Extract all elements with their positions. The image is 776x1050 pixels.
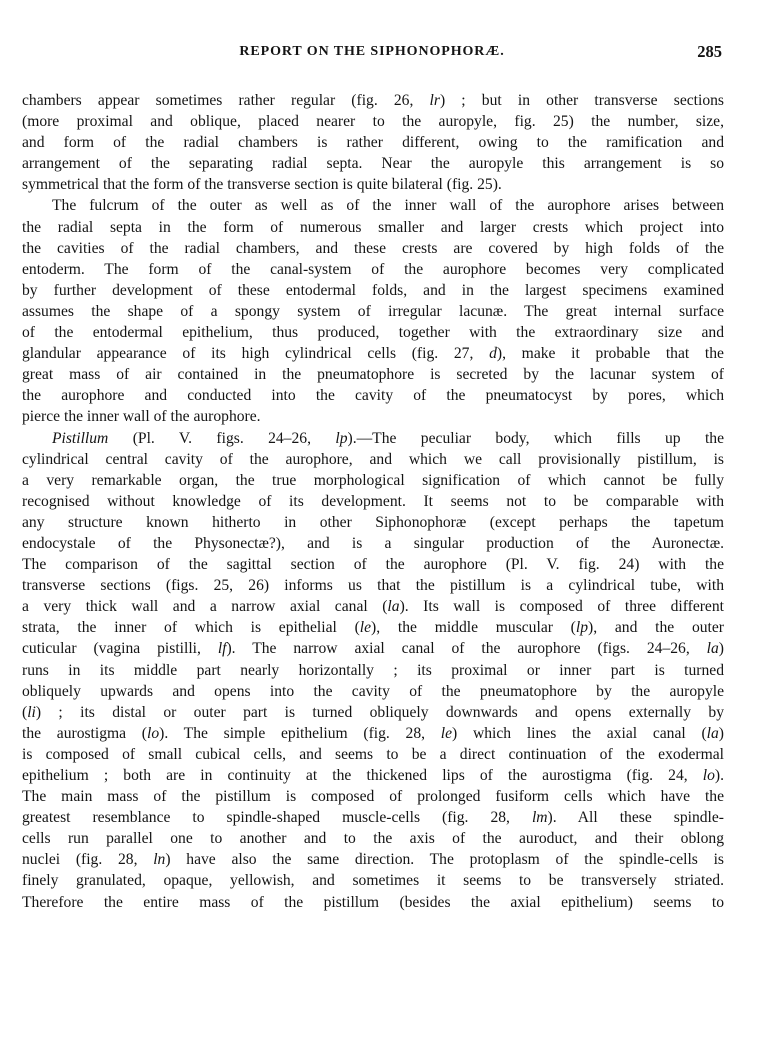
text-line: the cavities of the radial chambers, and these crests are covered by high folds of the	[22, 239, 724, 257]
text-line: a very thick wall and a narrow axial canal (la). Its wall is composed of three different	[22, 598, 724, 616]
text-line: of the entodermal epithelium, thus produced, together with the extraordinary size and	[22, 324, 724, 342]
running-head	[22, 44, 722, 66]
text-line: any structure known hitherto in other Siphonophoræ (except perhaps the tapetum	[22, 513, 724, 531]
text-line: (li) ; its distal or outer part is turned obliquely downwards and opens externally by	[22, 703, 724, 721]
text-line: (more proximal and oblique, placed nearer to the auropyle, fig. 25) the number, size,	[22, 113, 724, 131]
page-number: 285	[697, 42, 722, 61]
text-line: Therefore the entire mass of the pistillum (besides the axial epithelium) seems to	[22, 893, 724, 911]
body-text	[22, 90, 724, 913]
text-line: Pistillum (Pl. V. figs. 24–26, lp).—The peculiar body, which fills up the	[52, 429, 724, 447]
text-line: a very remarkable organ, the true morphological signification of which cannot be fully	[22, 471, 724, 489]
text-line: assumes the shape of a spongy system of irregular lacunæ. The great internal surface	[22, 302, 724, 320]
text-line: by further development of these entodermal folds, and in the largest specimens examined	[22, 281, 724, 299]
text-line: the radial septa in the form of numerous smaller and larger crests which project into	[22, 218, 724, 236]
text-line: glandular appearance of its high cylindrical cells (fig. 27, d), make it probable that the	[22, 345, 724, 363]
text-line: cylindrical central cavity of the aurophore, and which we call provisionally pistillum, is	[22, 450, 724, 468]
text-line: runs in its middle part nearly horizontally ; its proximal or inner part is turned	[22, 661, 724, 679]
text-line: endocystale of the Physonectæ?), and is a singular production of the Auronectæ.	[22, 534, 724, 552]
text-line: the aurostigma (lo). The simple epithelium (fig. 28, le) which lines the axial canal (la)	[22, 724, 724, 742]
text-line: greatest resemblance to spindle-shaped muscle-cells (fig. 28, lm). All these spindle-	[22, 809, 724, 827]
text-line: transverse sections (figs. 25, 26) informs us that the pistillum is a cylindrical tube, with	[22, 577, 724, 595]
text-line: finely granulated, opaque, yellowish, and sometimes it seems to be transversely striated.	[22, 872, 724, 890]
text-line: pierce the inner wall of the aurophore.	[22, 408, 261, 426]
text-line: symmetrical that the form of the transverse section is quite bilateral (fig. 25).	[22, 176, 502, 194]
paragraph	[22, 90, 724, 195]
text-line: entoderm. The form of the canal-system of the aurophore becomes very complicated	[22, 260, 724, 278]
running-title: REPORT ON THE SIPHONOPHORÆ.	[239, 44, 505, 59]
text-line: The comparison of the sagittal section of the aurophore (Pl. V. fig. 24) with the	[22, 556, 724, 574]
text-line: cuticular (vagina pistilli, lf). The narrow axial canal of the aurophore (figs. 24–26, la)	[22, 640, 724, 658]
paragraph	[22, 428, 724, 913]
text-line: the aurophore and conducted into the cavity of the pneumatocyst by pores, which	[22, 387, 724, 405]
text-line: great mass of air contained in the pneumatophore is secreted by the lacunar system of	[22, 366, 724, 384]
text-line: strata, the inner of which is epithelial (le), the middle muscular (lp), and the outer	[22, 619, 724, 637]
text-line: and form of the radial chambers is rather different, owing to the ramification and	[22, 134, 724, 152]
text-line: arrangement of the separating radial septa. Near the auropyle this arrangement is so	[22, 155, 724, 173]
paragraph	[22, 195, 724, 427]
text-line: recognised without knowledge of its development. It seems not to be comparable with	[22, 492, 724, 510]
text-line: epithelium ; both are in continuity at the thickened lips of the aurostigma (fig. 24, lo).	[22, 767, 724, 784]
text-line: The main mass of the pistillum is composed of prolonged fusiform cells which have the	[22, 788, 724, 806]
text-line: The fulcrum of the outer as well as of the inner wall of the aurophore arises between	[52, 197, 724, 215]
text-line: cells run parallel one to another and to the axis of the auroduct, and their oblong	[22, 830, 724, 848]
text-line: nuclei (fig. 28, ln) have also the same direction. The protoplasm of the spindle-cells is	[22, 851, 724, 869]
text-line: chambers appear sometimes rather regular (fig. 26, lr) ; but in other transverse sections	[22, 92, 724, 109]
text-line: obliquely upwards and opens into the cavity of the pneumatophore by the auropyle	[22, 682, 724, 700]
text-line: is composed of small cubical cells, and seems to be a direct continuation of the exodermal	[22, 745, 724, 763]
